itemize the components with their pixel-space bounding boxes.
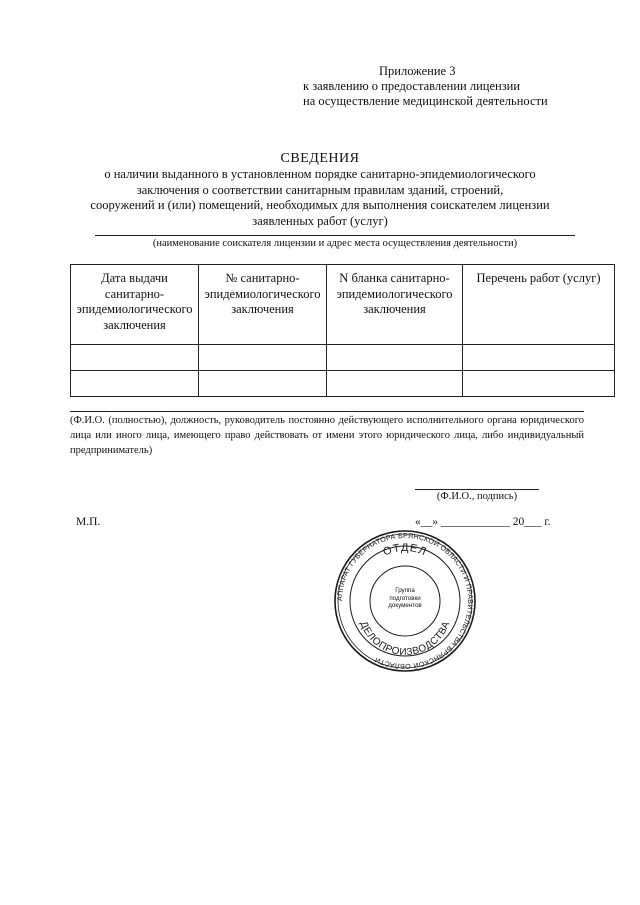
document-title-block (80, 151, 560, 229)
stamp-inner-text (379, 587, 431, 617)
table-cell[interactable] (327, 371, 463, 397)
table-cell[interactable] (463, 345, 615, 371)
applicant-fill-line (95, 235, 575, 236)
appendix-line-2: к заявлению о предоставлении лицензии (303, 79, 521, 93)
appendix-line-3: на осуществление медицинской деятельности (303, 94, 548, 108)
table-cell[interactable] (327, 345, 463, 371)
table-cell[interactable] (199, 345, 327, 371)
stamp-inner-line-1: Группа (395, 587, 415, 594)
document-title: СВЕДЕНИЯ (280, 151, 360, 166)
table-row (71, 345, 615, 371)
signature-caption: (Ф.И.О., подпись) (436, 491, 518, 502)
office-stamp (334, 530, 476, 672)
table-cell[interactable] (71, 371, 199, 397)
svg-text:ОТДЕЛ (382, 542, 429, 558)
stamp-inner-line-3: документов (388, 602, 422, 609)
sanitary-conclusion-table (70, 264, 615, 397)
header-conclusion-number: № санитарно-эпидемиологического заключения (199, 265, 327, 345)
subtitle-line-1: о наличии выданного в установленном порядке санитарно-эпидемиологического (104, 167, 536, 181)
stamp-bottom-text: ДЕЛОПРОИЗВОДСТВА (357, 619, 453, 659)
subtitle-line-2: заключения о соответствии санитарным правилам зданий, строений, (136, 182, 504, 197)
table-cell[interactable] (463, 371, 615, 397)
date-line: «__» ____________ 20___ г. (415, 516, 551, 528)
appendix-number: Приложение 3 (379, 64, 456, 78)
subtitle-line-3: сооружений и (или) помещений, необходимых для выполнения соискателем лицензии (90, 198, 550, 212)
seal-placeholder: М.П. (76, 516, 101, 528)
signature-fill-line (415, 489, 539, 490)
stamp-top-text: ОТДЕЛ (381, 541, 429, 559)
table-cell[interactable] (199, 371, 327, 397)
fio-fill-line (70, 411, 584, 412)
fio-note: (Ф.И.О. (полностью), должность, руководитель постоянно действующего исполнительного органа юридического лица или иного лица, имеющего право действовать от имени этого юридического лица, либо индивидуальный предприниматель) (70, 415, 584, 456)
appendix-header (303, 64, 603, 109)
table-cell[interactable] (71, 345, 199, 371)
header-issue-date: Дата выдачи санитарно-эпидемиологического заключения (71, 265, 199, 345)
stamp-inner-line-2: подготовки (389, 594, 421, 602)
subtitle-line-4: заявленных работ (услуг) (252, 213, 388, 228)
table-header-row (71, 265, 615, 345)
applicant-caption: (наименование соискателя лицензии и адрес места осуществления деятельности) (152, 238, 518, 249)
header-works-list: Перечень работ (услуг) (463, 265, 615, 345)
header-form-number: N бланка санитарно-эпидемиологического заключения (327, 265, 463, 345)
table-row (71, 371, 615, 397)
stamp-outer-text: АППАРАТ ГУБЕРНАТОРА БРЯНСКОЙ ОБЛАСТИ И ПРАВИТЕЛЬСТВА БРЯНСКОЙ ОБЛАСТИ (334, 530, 476, 672)
